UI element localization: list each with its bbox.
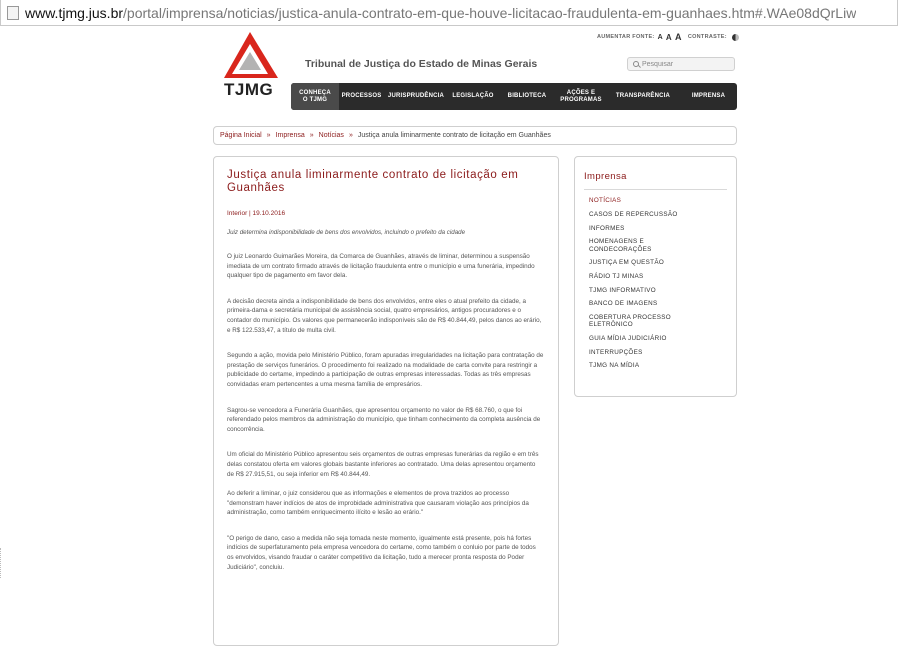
- nav-item-conheca[interactable]: CONHEÇA O TJMG: [291, 83, 339, 110]
- tjmg-logo-icon: [222, 30, 284, 82]
- edge-mark: [0, 548, 3, 578]
- breadcrumb-noticias[interactable]: Notícias: [318, 132, 344, 139]
- sidebar-item-homenagens[interactable]: HOMENAGENS E CONDECORAÇÕES: [589, 238, 652, 253]
- url-host: www.tjmg.jus.br: [25, 4, 124, 21]
- article-paragraph-3: Segundo a ação, movida pelo Ministério Público, foram apuradas irregularidades na licitação para contratação de prestação de serviços funerários. O procedimento foi realizado na modalidade de carta convite para restringir a publicidade do certame, impedindo a participação de outras empresas interessadas. Todas as três empresas convidadas eram pertencentes a uma mesma família de empresários.: [227, 352, 544, 388]
- article-paragraph-1: O juiz Leonardo Guimarães Moreira, da Comarca de Guanhães, através de liminar, determinou a suspensão imediata de um contrato firmado através de licitação fraudulenta entre o município e uma funerária, impedindo qualquer tipo de pagamento em favor dela.: [227, 253, 535, 280]
- sidebar-item-justica-questao[interactable]: JUSTIÇA EM QUESTÃO: [589, 259, 665, 267]
- sidebar-item-banco-imagens[interactable]: BANCO DE IMAGENS: [589, 300, 658, 308]
- breadcrumb-imprensa[interactable]: Imprensa: [275, 132, 305, 139]
- nav-item-legislacao[interactable]: LEGISLAÇÃO: [452, 93, 494, 99]
- contrast-label: CONTRASTE:: [687, 34, 727, 40]
- sidebar-item-informativo[interactable]: TJMG INFORMATIVO: [589, 286, 656, 294]
- page-icon: [7, 6, 19, 20]
- font-large-button[interactable]: A: [675, 32, 682, 42]
- font-medium-button[interactable]: A: [665, 32, 672, 42]
- article-title: Justiça anula liminarmente contrato de licitação em Guanhães: [227, 169, 519, 194]
- main-nav: [291, 83, 737, 110]
- font-size-label: AUMENTAR FONTE:: [597, 34, 655, 40]
- article-paragraph-6: Ao deferir a liminar, o juiz considerou que as informações e elementos de prova trazidos ao processo "demonstram haver indícios de atos de improbidade administrativa que causaram violação aos princípios da administração, como também enriquecimento ilícito e lesão ao erário.": [227, 490, 529, 517]
- nav-item-transparencia[interactable]: TRANSPARÊNCIA: [615, 93, 671, 99]
- nav-item-processos[interactable]: PROCESSOS: [341, 93, 382, 99]
- sidebar-divider: [584, 189, 727, 190]
- article-lead: Juiz determina indisponibilidade de bens dos envolvidos, incluindo o prefeito da cidade: [227, 229, 466, 236]
- sidebar-item-informes[interactable]: INFORMES: [589, 224, 625, 232]
- article-paragraph-5: Um oficial do Ministério Público apresentou seis orçamentos de outras empresas funerárias da região e em três delas constatou oferta em valores globais bastante inferiores ao contratado. Uma delas apresentou orçamento de R$ 27.915,51, ou seja inferior em R$ 40.844,49.: [227, 451, 539, 478]
- article: [213, 156, 559, 646]
- article-paragraph-7: "O perigo de dano, caso a medida não seja tomada neste momento, igualmente está presente, pois há fortes indícios de superfaturamento pela empresa vencedora do certame, como também o conluio por parte de todos os envolvidos, visando fraudar o caráter competitivo da licitação, tudo a merecer pronta resposta do Poder Judiciário", concluiu.: [227, 534, 536, 571]
- article-meta: Interior | 19.10.2016: [227, 210, 286, 217]
- breadcrumb-current: Justiça anula liminarmente contrato de licitação em Guanhães: [357, 132, 551, 139]
- sidebar-item-casos[interactable]: CASOS DE REPERCUSSÃO: [589, 210, 678, 218]
- breadcrumb: [213, 126, 737, 145]
- nav-item-imprensa[interactable]: IMPRENSA: [691, 93, 726, 99]
- sidebar-title: Imprensa: [584, 171, 627, 182]
- url-path: /portal/imprensa/noticias/justica-anula-contrato-em-que-houve-licitacao-fraudulenta-em-guanhaes.htm#.WAe08dQrLiw: [123, 4, 857, 21]
- search-icon[interactable]: [633, 61, 639, 67]
- article-paragraph-2: A decisão decreta ainda a indisponibilidade de bens dos envolvidos, entre eles o atual prefeito da cidade, a primeira-dama e secretária municipal de assistência social, quatro empresários, antigos procuradores e o contador do município. Os valores que permanecerão indisponíveis são de R$ 40.844,49, pelos danos ao erário, e R$ 122.533,47, a título de multa civil.: [227, 297, 542, 334]
- sidebar-item-interrupcoes[interactable]: INTERRUPÇÕES: [589, 348, 643, 356]
- sidebar-item-cobertura[interactable]: COBERTURA PROCESSO ELETRÔNICO: [589, 313, 671, 329]
- sidebar-item-na-midia[interactable]: TJMG NA MÍDIA: [589, 362, 640, 370]
- contrast-icon[interactable]: [732, 34, 739, 41]
- url-text[interactable]: [25, 5, 856, 21]
- article-paragraph-4: Sagrou-se vencedora a Funerária Guanhães, que apresentou orçamento no valor de R$ 68.760, o que foi referendado pelos membros da administração do município, que tinham conhecimento da completa ausência de concorrência.: [227, 406, 541, 433]
- search-box[interactable]: [627, 57, 735, 71]
- accessibility-bar: [597, 32, 739, 42]
- breadcrumb-separator: »: [309, 132, 314, 139]
- sidebar-item-guia-midia[interactable]: GUIA MÍDIA JUDICIÁRIO: [589, 334, 667, 342]
- font-small-button[interactable]: A: [657, 33, 663, 41]
- sidebar-imprensa: [574, 156, 737, 397]
- breadcrumb-separator: »: [348, 132, 353, 139]
- nav-item-biblioteca[interactable]: BIBLIOTECA: [507, 93, 547, 99]
- address-bar[interactable]: [0, 0, 898, 26]
- search-input[interactable]: [642, 61, 732, 68]
- site-title: Tribunal de Justiça do Estado de Minas Gerais: [305, 58, 538, 70]
- logo-text[interactable]: TJMG: [224, 80, 274, 99]
- breadcrumb-separator: »: [266, 132, 271, 139]
- breadcrumb-home[interactable]: Página Inicial: [220, 132, 262, 139]
- sidebar-menu: [584, 194, 736, 373]
- nav-item-jurisprudencia[interactable]: JURISPRUDÊNCIA: [387, 93, 445, 99]
- nav-item-acoes-programas[interactable]: AÇÕES E PROGRAMAS: [560, 89, 602, 103]
- sidebar-item-noticias[interactable]: NOTÍCIAS: [589, 197, 622, 205]
- sidebar-item-radio[interactable]: RÁDIO TJ MINAS: [589, 272, 644, 280]
